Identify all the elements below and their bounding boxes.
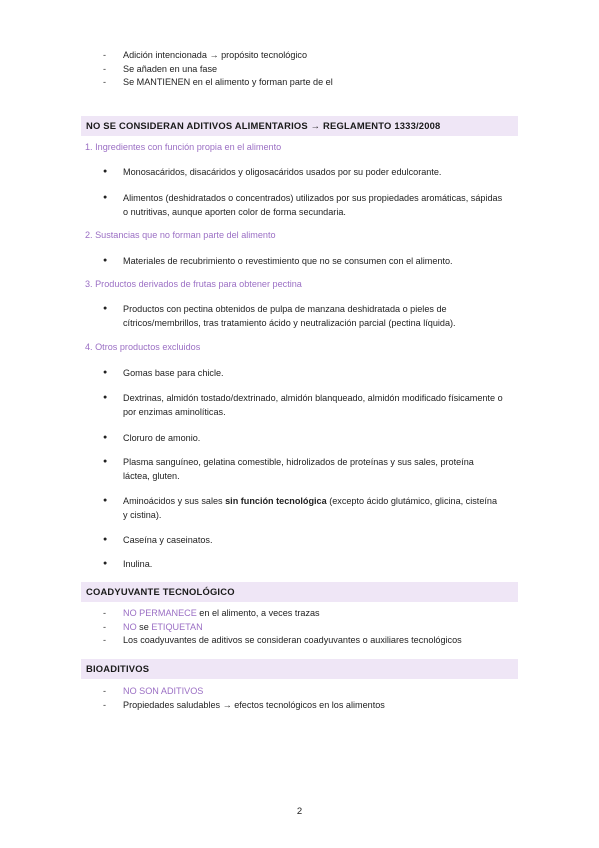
list-item: ● Caseína y caseinatos.: [103, 533, 503, 547]
otros-list-2: [103, 391, 503, 419]
list-item: ● Monosacáridos, disacáridos y oligosacáridos usados por su poder edulcorante.: [103, 165, 503, 179]
highlight-text: ETIQUETAN: [151, 621, 203, 632]
otros-list-3: [103, 431, 503, 445]
otros-list-1: [103, 366, 503, 380]
list-text: se: [136, 621, 152, 632]
highlight-text: NO PERMANECE: [123, 608, 197, 618]
list-item: ● Alimentos (deshidratados o concentrados) utilizados por sus propiedades aromáticas, sápidas o nutritivas, aunque aporten color de forma secundaria.: [103, 191, 503, 219]
intro-list: [103, 49, 333, 90]
list-item: ● Dextrinas, almidón tostado/dextrinado, almidón blanqueado, almidón modificado físicamente o por enzimas aminolíticas.: [103, 391, 503, 419]
list-item: ● Plasma sanguíneo, gelatina comestible, hidrolizados de proteínas y sus sales, proteína láctea, gluten.: [103, 455, 503, 483]
subheading-otros: 4. Otros productos excluidos: [85, 342, 201, 352]
pectina-list: [103, 302, 503, 330]
highlight-text: NO: [123, 621, 137, 632]
sustancias-list: [103, 254, 503, 268]
list-item: - Se añaden en una fase: [103, 63, 333, 77]
highlight-text: NO SON ADITIVOS: [123, 686, 204, 696]
otros-list-4: [103, 455, 503, 483]
list-item: ● Cloruro de amonio.: [103, 431, 503, 445]
list-item: ● Inulina.: [103, 557, 503, 571]
amino-text: Aminoácidos y sus sales: [123, 496, 226, 506]
list-item: [103, 621, 462, 635]
otros-list-6: [103, 533, 503, 547]
subheading-pectina: 3. Productos derivados de frutas para obtener pectina: [85, 279, 302, 289]
list-item: - Los coadyuvantes de aditivos se consideran coadyuvantes o auxiliares tecnológicos: [103, 634, 462, 648]
otros-list-7: [103, 557, 503, 571]
list-item: [103, 494, 503, 522]
list-item: - Adición intencionada → propósito tecnológico: [103, 49, 333, 63]
section-heading-no-aditivos: NO SE CONSIDERAN ADITIVOS ALIMENTARIOS → REGLAMENTO 1333/2008: [81, 116, 518, 136]
page-number: 2: [296, 806, 303, 817]
ingredientes-list: [103, 165, 503, 179]
list-text: en el alimento, a veces trazas: [196, 608, 320, 618]
subheading-ingredientes: 1. Ingredientes con función propia en el alimento: [85, 142, 282, 152]
list-item: ● Gomas base para chicle.: [103, 366, 503, 380]
bioaditivos-list: [103, 685, 385, 712]
list-item: [103, 607, 462, 621]
list-item: - Propiedades saludables → efectos tecnológicos en los alimentos: [103, 699, 385, 713]
amino-bold-text: sin función tecnológica: [225, 496, 327, 506]
coadyuvante-list: [103, 607, 462, 648]
list-item: [103, 685, 385, 699]
list-item: ● Materiales de recubrimiento o revestimiento que no se consumen con el alimento.: [103, 254, 503, 268]
amino-text-end: (excepto ácido glutámico, glicina, cisteína y cistina).: [123, 496, 498, 521]
ingredientes-list-2: [103, 191, 503, 219]
list-item: ● Productos con pectina obtenidos de pulpa de manzana deshidratada o pieles de cítricos/membrillos, tras tratamiento ácido y neutralización parcial (pectina líquida).: [103, 302, 503, 330]
otros-list-5: [103, 494, 503, 522]
subheading-sustancias: 2. Sustancias que no forman parte del alimento: [85, 230, 276, 240]
section-heading-bioaditivos: BIOADITIVOS: [81, 659, 518, 679]
list-item: - Se MANTIENEN en el alimento y forman parte de el: [103, 76, 333, 90]
section-heading-coadyuvante: COADYUVANTE TECNOLÓGICO: [81, 582, 518, 602]
